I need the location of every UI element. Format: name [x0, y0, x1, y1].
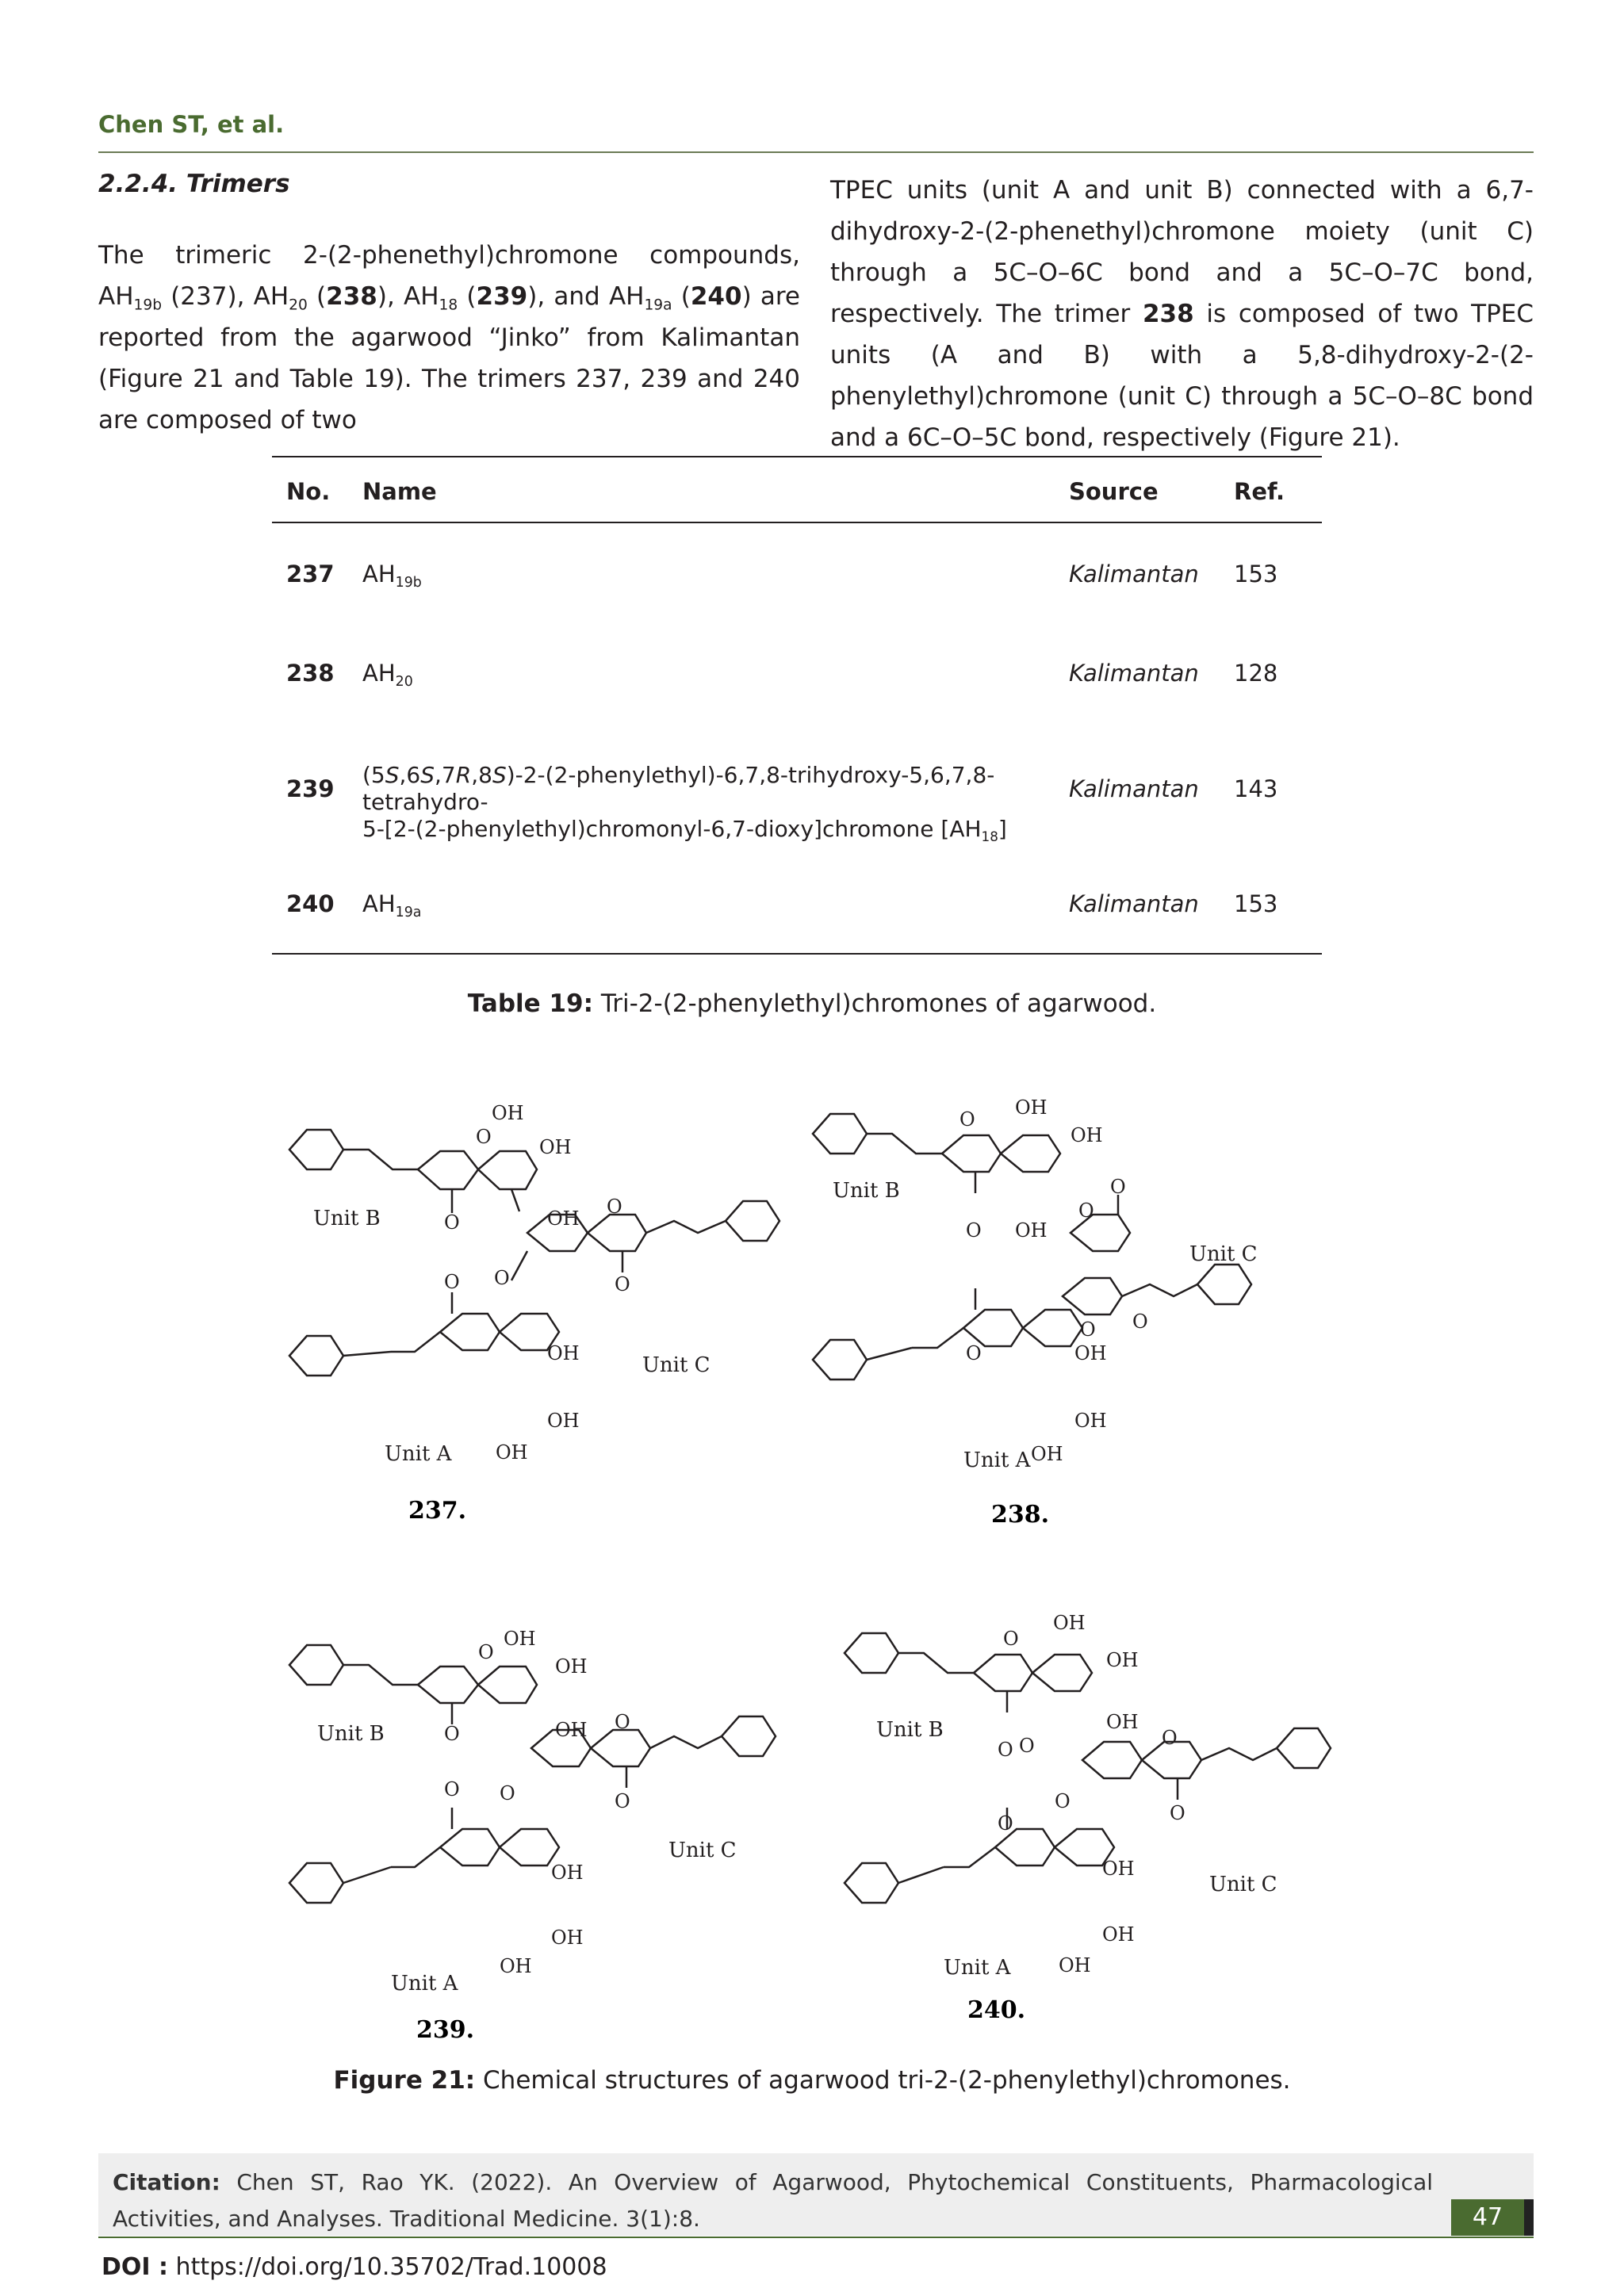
atom-label: O — [1132, 1311, 1148, 1333]
atom-label: OH — [547, 1342, 580, 1364]
table-19 — [272, 456, 1322, 963]
atom-label: O — [615, 1790, 630, 1812]
caption-label: Figure 21: — [333, 2066, 476, 2095]
unit-label: Unit C — [668, 1839, 737, 1862]
table-bottom-rule — [272, 953, 1322, 955]
name-text: ] — [998, 816, 1007, 842]
atom-label: O — [607, 1196, 622, 1218]
row-source: Kalimantan — [1069, 890, 1199, 917]
atom-label: O — [959, 1108, 975, 1131]
table-top-rule — [272, 456, 1322, 457]
row-no: 239 — [286, 775, 335, 802]
row-ref: 153 — [1234, 890, 1278, 917]
compound-number: 238 — [1142, 300, 1194, 328]
subscript: 18 — [439, 297, 458, 314]
atom-label: O — [1078, 1200, 1094, 1222]
subscript: 19a — [395, 905, 422, 921]
compound-label: 237. — [408, 1497, 467, 1525]
atom-label: O — [615, 1273, 630, 1295]
row-source: Kalimantan — [1069, 660, 1199, 687]
atom-label: O — [444, 1211, 460, 1234]
unit-label: Unit A — [963, 1448, 1031, 1472]
atom-label: OH — [1015, 1219, 1048, 1242]
row-no: 238 — [286, 660, 335, 687]
compound-label: 238. — [991, 1501, 1050, 1529]
subscript: 20 — [395, 674, 413, 691]
atom-label: O — [478, 1641, 494, 1663]
atom-label: O — [444, 1271, 460, 1293]
left-column-paragraph — [98, 235, 800, 441]
right-column-paragraph — [830, 170, 1534, 458]
atom-label: O — [476, 1126, 492, 1148]
row-source: Kalimantan — [1069, 561, 1199, 587]
header-source: Source — [1069, 478, 1159, 505]
name-text: S — [492, 762, 507, 788]
atom-label: O — [998, 1739, 1013, 1761]
unit-label: Unit A — [944, 1956, 1011, 1980]
row-no: 240 — [286, 890, 335, 917]
atom-label: OH — [1015, 1096, 1048, 1119]
subscript: 18 — [981, 828, 998, 844]
structure-239 — [274, 1617, 797, 2049]
name-text: )-2-(2-phenylethyl)-6,7,8-trihydroxy-5,6,7,8-tetrahydro- — [362, 762, 995, 815]
name-text: ,7 — [435, 762, 456, 788]
name-text: ,6 — [399, 762, 421, 788]
citation-label: Citation: — [113, 2169, 220, 2195]
unit-label: Unit C — [642, 1353, 710, 1377]
atom-label: O — [1019, 1735, 1035, 1757]
row-no: 237 — [286, 561, 335, 587]
unit-label: Unit B — [876, 1718, 944, 1742]
doi-link[interactable]: https://doi.org/10.35702/Trad.10008 — [168, 2253, 607, 2281]
atom-label: OH — [492, 1102, 524, 1124]
atom-label: OH — [500, 1955, 532, 1977]
running-head: Chen ST, et al. — [98, 111, 285, 138]
text: ( — [307, 282, 327, 311]
text: (237), AH — [162, 282, 289, 311]
subscript: 20 — [289, 297, 308, 314]
structure-drawing — [801, 1090, 1324, 1542]
atom-label: O — [444, 1723, 460, 1745]
header-ref: Ref. — [1234, 478, 1285, 505]
structure-drawing — [833, 1609, 1356, 2030]
atom-label: OH — [551, 1862, 584, 1884]
structure-238 — [801, 1090, 1324, 1545]
atom-label: OH — [496, 1441, 528, 1464]
unit-label: Unit C — [1209, 1873, 1277, 1896]
atom-label: OH — [555, 1719, 588, 1741]
caption-text: Chemical structures of agarwood tri-2-(2-phenylethyl)chromones. — [475, 2066, 1291, 2095]
structure-drawing — [274, 1617, 797, 2045]
text: ), and AH — [527, 282, 645, 311]
caption-label: Table 19: — [467, 989, 594, 1018]
citation-text: Chen ST, Rao YK. (2022). An Overview of Agarwood, Phytochemical Constituents, Pharmacological Activities, and Analyses. Traditional Medicine. 3(1):8. — [113, 2169, 1433, 2232]
text: is composed of two TPEC units (A and B) with a 5,8-dihydroxy-2-(2-phenylethyl)chromone (unit C) through a 5C–O–8C bond and a 6C–O–5C bond, respectively (Figure 21). — [830, 300, 1534, 452]
atom-label: O — [1110, 1176, 1126, 1198]
name-text: AH — [362, 561, 396, 587]
atom-label: OH — [547, 1410, 580, 1432]
unit-label: Unit C — [1189, 1242, 1258, 1266]
atom-label: O — [444, 1778, 460, 1800]
row-name — [362, 890, 422, 921]
unit-label: Unit A — [385, 1442, 452, 1466]
citation — [113, 2164, 1433, 2237]
caption-text: Tri-2-(2-phenylethyl)chromones of agarwood. — [593, 989, 1157, 1018]
atom-label: O — [615, 1711, 630, 1733]
atom-label: O — [966, 1219, 982, 1242]
name-text: ,8 — [471, 762, 492, 788]
structure-240 — [833, 1609, 1356, 2033]
atom-label: O — [1080, 1318, 1096, 1341]
structure-drawing — [274, 1094, 797, 1538]
row-name — [362, 762, 1060, 843]
atom-label: OH — [1053, 1612, 1086, 1634]
atom-label: O — [500, 1782, 515, 1804]
unit-label: Unit B — [317, 1722, 385, 1746]
name-text: R — [455, 762, 472, 788]
doi-line — [102, 2253, 607, 2281]
unit-label: Unit A — [391, 1972, 458, 1996]
header-name: Name — [362, 478, 437, 505]
atom-label: OH — [1102, 1858, 1135, 1880]
text: The trimeric 2-(2-phenethyl)chromone compounds, AH — [98, 241, 800, 311]
unit-label: Unit B — [833, 1179, 900, 1203]
table-caption — [0, 989, 1624, 1018]
text: ), AH — [377, 282, 439, 311]
subscript: 19b — [133, 297, 162, 314]
page-number-edge — [1524, 2199, 1534, 2236]
atom-label: OH — [1074, 1342, 1107, 1364]
atom-label: OH — [1106, 1711, 1139, 1733]
unit-label: Unit B — [313, 1207, 381, 1230]
atom-label: O — [494, 1267, 510, 1289]
name-text: AH — [362, 890, 396, 917]
atom-label: OH — [555, 1655, 588, 1678]
atom-label: O — [1003, 1628, 1019, 1650]
text: ) are reported from the agarwood “Jinko” from Kalimantan (Figure 21 and Table 19). The trimers 237, 239 and 240 are composed of two — [98, 282, 801, 434]
atom-label: OH — [547, 1207, 580, 1230]
atom-label: OH — [551, 1927, 584, 1949]
name-text: 5-[2-(2-phenylethyl)chromonyl-6,7-dioxy]chromone [AH — [362, 816, 982, 842]
atom-label: O — [998, 1812, 1013, 1835]
row-ref: 128 — [1234, 660, 1278, 687]
doi-label: DOI : — [102, 2253, 169, 2281]
atom-label: OH — [539, 1136, 572, 1158]
row-ref: 143 — [1234, 775, 1278, 802]
footer-rule — [98, 2237, 1534, 2238]
atom-label: OH — [504, 1628, 536, 1650]
name-text: (5 — [362, 762, 385, 788]
atom-label: OH — [1071, 1124, 1103, 1146]
name-text: AH — [362, 660, 396, 687]
table-header-rule — [272, 522, 1322, 523]
atom-label: OH — [1102, 1923, 1135, 1946]
subscript: 19b — [395, 575, 422, 591]
text: TPEC units (unit A and unit B) connected with a 6,7-dihydroxy-2-(2-phenethyl)chromone moiety (unit C) through a 5C–O–6C bond and a 5C–O–7C bond, respectively. The trimer — [830, 176, 1534, 328]
atom-label: OH — [1059, 1954, 1091, 1976]
figure-caption — [0, 2066, 1624, 2095]
header-rule — [98, 151, 1534, 153]
section-heading: 2.2.4. Trimers — [98, 170, 290, 198]
row-name — [362, 561, 422, 591]
compound-number: 238 — [326, 282, 377, 311]
name-text: S — [420, 762, 435, 788]
page-number: 47 — [1451, 2199, 1524, 2236]
compound-label: 240. — [967, 1996, 1026, 2024]
atom-label: O — [966, 1342, 982, 1364]
structure-237 — [274, 1094, 797, 1541]
compound-number: 240 — [690, 282, 742, 311]
compound-label: 239. — [416, 2016, 475, 2044]
row-name — [362, 660, 413, 691]
atom-label: O — [1162, 1727, 1178, 1749]
text: ( — [672, 282, 691, 311]
subscript: 19a — [644, 297, 672, 314]
compound-number: 239 — [476, 282, 528, 311]
atom-label: OH — [1031, 1443, 1063, 1465]
atom-label: O — [1170, 1802, 1185, 1824]
row-ref: 153 — [1234, 561, 1278, 587]
text: ( — [458, 282, 477, 311]
header-no: No. — [286, 478, 331, 505]
name-text: S — [385, 762, 400, 788]
row-source: Kalimantan — [1069, 775, 1199, 802]
atom-label: O — [1055, 1790, 1071, 1812]
atom-label: OH — [1106, 1649, 1139, 1671]
atom-label: OH — [1074, 1410, 1107, 1432]
